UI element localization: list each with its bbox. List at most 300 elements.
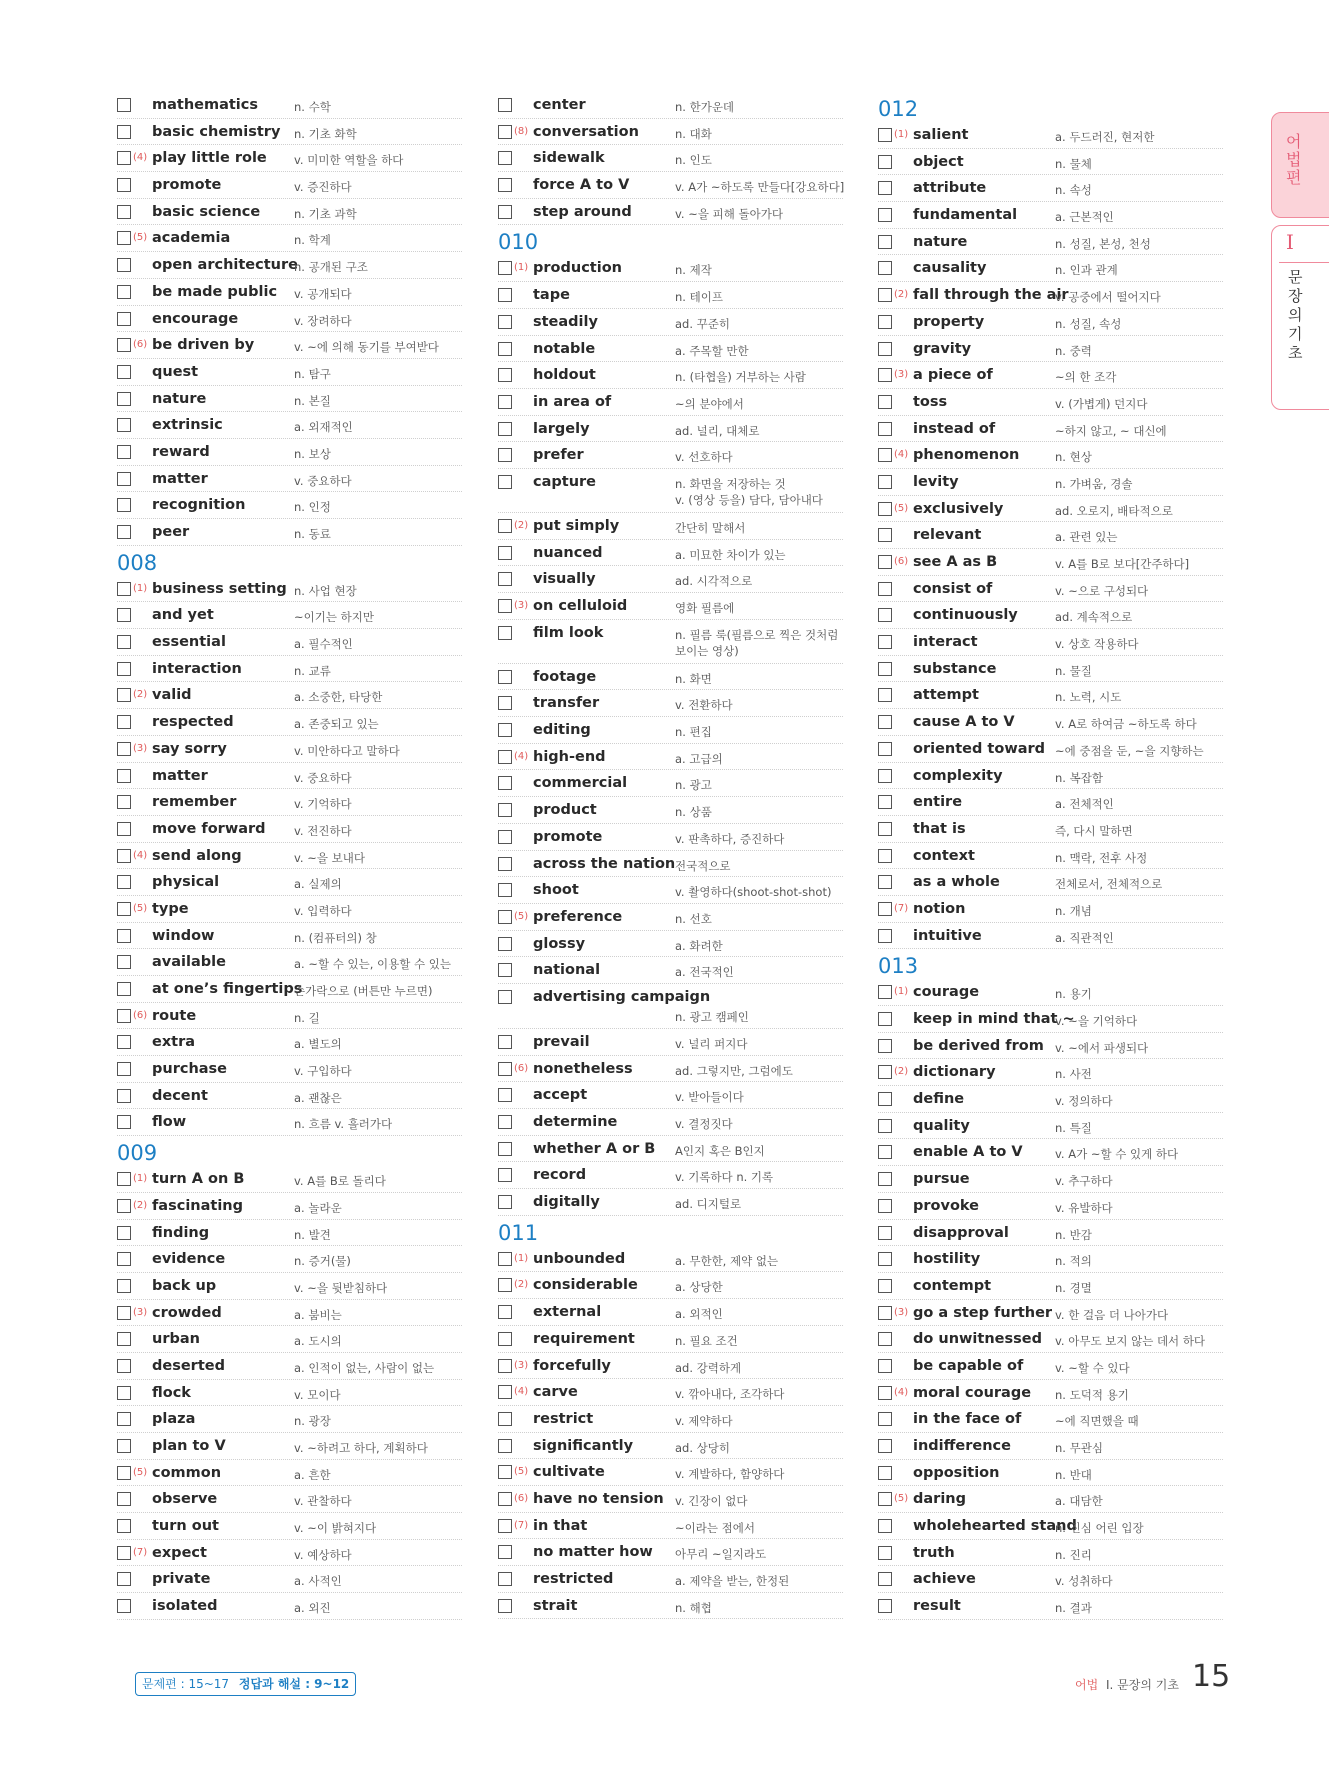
checkbox[interactable] (878, 235, 892, 249)
checkbox[interactable] (117, 688, 131, 702)
vocab-word: play little role (152, 150, 267, 167)
checkbox[interactable] (498, 519, 512, 533)
vocab-word: business setting (152, 580, 287, 597)
vocab-word: basic chemistry (152, 123, 281, 140)
vocab-word: forcefully (533, 1357, 611, 1374)
vocab-meaning: v. 한 걸음 더 나아가다 (1055, 1307, 1169, 1322)
vocab-meaning: ad. 강력하게 (675, 1360, 742, 1375)
checkbox[interactable] (878, 1492, 892, 1506)
vocab-meaning: n. 성질, 속성 (1055, 316, 1122, 331)
checkbox[interactable] (878, 342, 892, 356)
checkbox[interactable] (498, 696, 512, 710)
checkbox[interactable] (878, 1039, 892, 1053)
checkbox[interactable] (117, 312, 131, 326)
vocab-entry (498, 1136, 843, 1163)
vocab-meaning: n. 인정 (294, 500, 331, 515)
vocab-meaning: a. 고급의 (675, 751, 723, 766)
question-number: (6) (133, 339, 148, 351)
vocab-word: that is (913, 820, 966, 837)
checkbox[interactable] (878, 688, 892, 702)
checkbox[interactable] (878, 715, 892, 729)
vocab-word: be capable of (913, 1357, 1024, 1374)
vocab-entry (878, 923, 1223, 950)
vocab-meaning: v. 관찰하다 (294, 1494, 352, 1509)
checkbox[interactable] (117, 929, 131, 943)
checkbox[interactable] (498, 1115, 512, 1129)
vocab-entry (498, 593, 843, 620)
checkbox[interactable] (878, 1359, 892, 1373)
vocab-word: visually (533, 571, 596, 588)
vocab-meaning: a. 대담한 (1055, 1494, 1103, 1509)
checkbox[interactable] (878, 528, 892, 542)
checkbox[interactable] (878, 555, 892, 569)
vocab-meaning: v. 유발하다 (1055, 1200, 1113, 1215)
vocab-word: achieve (913, 1571, 976, 1588)
checkbox[interactable] (498, 670, 512, 684)
checkbox[interactable] (498, 1412, 512, 1426)
checkbox[interactable] (117, 1089, 131, 1103)
checkbox[interactable] (498, 1545, 512, 1559)
checkbox[interactable] (878, 985, 892, 999)
vocab-meaning: v. 공중에서 떨어지다 (1055, 290, 1161, 305)
checkbox[interactable] (878, 1012, 892, 1026)
checkbox[interactable] (878, 822, 892, 836)
vocab-entry (878, 1193, 1223, 1220)
question-number: (1) (894, 129, 909, 140)
checkbox[interactable] (117, 125, 131, 139)
vocab-meaning: 즉, 다시 말하면 (1055, 823, 1133, 838)
checkbox[interactable] (117, 1546, 131, 1560)
checkbox[interactable] (117, 608, 131, 622)
checkbox[interactable] (878, 395, 892, 409)
checkbox[interactable] (878, 1332, 892, 1346)
checkbox[interactable] (878, 849, 892, 863)
vocab-meaning: a. 인적이 없는, 사람이 없는 (294, 1360, 435, 1375)
footer-chapter: I. 문장의 기초 (1106, 1678, 1179, 1692)
checkbox[interactable] (117, 1572, 131, 1586)
question-number: (5) (894, 502, 909, 514)
checkbox[interactable] (498, 990, 512, 1004)
checkbox[interactable] (878, 1226, 892, 1240)
checkbox[interactable] (117, 1252, 131, 1266)
vocab-entry (117, 92, 462, 119)
vocab-word: levity (913, 473, 959, 490)
vocab-meaning: ~의 한 조각 (1055, 370, 1117, 385)
vocab-meaning: n. 도덕적 용기 (1055, 1387, 1129, 1402)
checkbox[interactable] (117, 178, 131, 192)
checkbox[interactable] (117, 525, 131, 539)
vocab-word: accept (533, 1087, 588, 1104)
vocab-word: fall through the air (913, 287, 1069, 304)
checkbox[interactable] (878, 181, 892, 195)
checkbox[interactable] (498, 723, 512, 737)
checkbox[interactable] (878, 795, 892, 809)
vocab-entry (878, 255, 1223, 282)
checkbox[interactable] (117, 822, 131, 836)
vocab-word: enable A to V (913, 1144, 1023, 1161)
vocab-entry (498, 851, 843, 878)
checkbox[interactable] (117, 795, 131, 809)
vocab-entry (498, 362, 843, 389)
checkbox[interactable] (878, 1306, 892, 1320)
vocab-word: quality (913, 1117, 970, 1134)
checkbox[interactable] (878, 1172, 892, 1186)
checkbox[interactable] (498, 750, 512, 764)
vocab-entry (498, 513, 843, 540)
checkbox[interactable] (878, 1412, 892, 1426)
vocab-meaning: n. 중력 (1055, 343, 1092, 358)
vocab-entry (117, 1109, 462, 1136)
checkbox[interactable] (878, 1572, 892, 1586)
vocab-entry (878, 1353, 1223, 1380)
question-number: (6) (514, 1062, 529, 1074)
vocab-entry (117, 386, 462, 413)
checkbox[interactable] (117, 1062, 131, 1076)
question-number: (3) (514, 600, 529, 611)
vocab-word: fundamental (913, 207, 1018, 224)
checkbox[interactable] (878, 1519, 892, 1533)
checkbox[interactable] (498, 315, 512, 329)
checkbox[interactable] (498, 125, 512, 139)
checkbox[interactable] (498, 546, 512, 560)
checkbox[interactable] (878, 1599, 892, 1613)
question-number: (4) (514, 750, 529, 762)
checkbox[interactable] (117, 338, 131, 352)
checkbox[interactable] (878, 1252, 892, 1266)
vocab-meaning: n. 물질 (1055, 663, 1092, 678)
checkbox[interactable] (117, 1599, 131, 1613)
section-number: 010 (498, 230, 539, 255)
checkbox[interactable] (117, 205, 131, 219)
vocab-entry (878, 1086, 1223, 1113)
checkbox[interactable] (878, 128, 892, 142)
checkbox[interactable] (498, 1088, 512, 1102)
vocab-meaning: a. 관련 있는 (1055, 530, 1118, 545)
vocab-word: prevail (533, 1033, 590, 1050)
checkbox[interactable] (117, 1332, 131, 1346)
checkbox[interactable] (878, 1279, 892, 1293)
checkbox[interactable] (117, 902, 131, 916)
vocab-word: physical (152, 874, 220, 891)
vocab-meaning: ad. 널리, 대체로 (675, 423, 760, 438)
vocab-entry (878, 1433, 1223, 1460)
vocab-word: center (533, 97, 586, 113)
vocab-entry (498, 145, 843, 172)
checkbox[interactable] (117, 365, 131, 379)
vocab-meaning: v. 모이다 (294, 1387, 341, 1402)
vocab-word: hostility (913, 1251, 981, 1268)
vocab-meaning: v. 긴장이 없다 (675, 1493, 748, 1508)
checkbox[interactable] (878, 475, 892, 489)
vocab-word: exclusively (913, 500, 1004, 517)
vocab-meaning: a. 두드러진, 현저한 (1055, 130, 1155, 144)
vocab-meaning: v. 촬영하다(shoot-shot-shot) (675, 885, 832, 900)
checkbox[interactable] (498, 830, 512, 844)
checkbox[interactable] (117, 1199, 131, 1213)
checkbox[interactable] (117, 1519, 131, 1533)
vocab-word: fascinating (152, 1197, 244, 1214)
checkbox[interactable] (117, 392, 131, 406)
vocab-meaning: v. 판촉하다, 증진하다 (675, 831, 785, 846)
checkbox[interactable] (498, 395, 512, 409)
vocab-entry (117, 252, 462, 279)
checkbox[interactable] (498, 572, 512, 586)
checkbox[interactable] (498, 599, 512, 613)
checkbox[interactable] (878, 929, 892, 943)
checkbox[interactable] (878, 368, 892, 382)
checkbox[interactable] (498, 1062, 512, 1076)
vocab-column-2 (498, 92, 843, 1619)
checkbox[interactable] (498, 261, 512, 275)
checkbox[interactable] (117, 1035, 131, 1049)
vocab-word: and yet (152, 607, 214, 624)
checkbox[interactable] (117, 472, 131, 486)
checkbox[interactable] (498, 776, 512, 790)
vocab-entry (498, 1486, 843, 1513)
checkbox[interactable] (117, 98, 131, 112)
checkbox[interactable] (498, 422, 512, 436)
checkbox[interactable] (878, 875, 892, 889)
checkbox[interactable] (498, 205, 512, 219)
vocab-meaning: n. 길 (294, 1010, 320, 1025)
checkbox[interactable] (117, 662, 131, 676)
checkbox[interactable] (498, 475, 512, 489)
checkbox[interactable] (498, 1385, 512, 1399)
checkbox[interactable] (498, 803, 512, 817)
checkbox[interactable] (498, 626, 512, 640)
checkbox[interactable] (878, 208, 892, 222)
question-number: (7) (894, 902, 909, 914)
vocab-word: keep in mind that ~ (913, 1011, 1075, 1027)
vocab-word: high-end (533, 748, 606, 765)
vocab-entry (878, 656, 1223, 683)
vocab-meaning: 전체로서, 전체적으로 (1055, 877, 1163, 892)
checkbox[interactable] (498, 178, 512, 192)
checkbox[interactable] (878, 1439, 892, 1453)
question-number: (2) (514, 519, 529, 531)
vocab-word: restrict (533, 1410, 594, 1427)
checkbox[interactable] (117, 1466, 131, 1480)
checkbox[interactable] (498, 151, 512, 165)
vocab-word: glossy (533, 935, 586, 952)
checkbox[interactable] (878, 448, 892, 462)
checkbox[interactable] (117, 1439, 131, 1453)
checkbox[interactable] (117, 1386, 131, 1400)
vocab-meaning: n. 탐구 (294, 366, 331, 381)
checkbox[interactable] (498, 368, 512, 382)
vocab-meaning: a. 전국적인 (675, 965, 734, 980)
vocab-word: in that (533, 1517, 588, 1534)
checkbox[interactable] (878, 742, 892, 756)
checkbox[interactable] (117, 635, 131, 649)
checkbox[interactable] (117, 849, 131, 863)
checkbox[interactable] (878, 1145, 892, 1159)
vocab-entry (117, 225, 462, 252)
vocab-meaning: n. 기초 화학 (294, 126, 357, 141)
checkbox[interactable] (498, 1195, 512, 1209)
vocab-meaning: v. A가 ~하도록 만들다[강요하다] (675, 180, 845, 195)
vocab-meaning: a. 외적인 (675, 1307, 723, 1322)
vocab-meaning: v. 기억하다 (294, 797, 352, 812)
section-number: 012 (878, 97, 919, 121)
checkbox[interactable] (878, 608, 892, 622)
vocab-meaning: a. 붐비는 (294, 1307, 342, 1322)
checkbox[interactable] (878, 582, 892, 596)
vocab-meaning: n. 흐름 v. 흘러가다 (294, 1117, 393, 1132)
grammar-tab-label: 어법편 (1286, 132, 1302, 187)
checkbox[interactable] (117, 1009, 131, 1023)
checkbox[interactable] (117, 1115, 131, 1129)
checkbox[interactable] (498, 1142, 512, 1156)
checkbox[interactable] (878, 635, 892, 649)
checkbox[interactable] (498, 1572, 512, 1586)
checkbox[interactable] (498, 1599, 512, 1613)
checkbox[interactable] (498, 288, 512, 302)
checkbox[interactable] (117, 1492, 131, 1506)
checkbox[interactable] (498, 1332, 512, 1346)
vocab-entry (117, 1083, 462, 1110)
checkbox[interactable] (117, 769, 131, 783)
chapter-title: 문장의 기초 (1288, 268, 1303, 362)
checkbox[interactable] (117, 1359, 131, 1373)
vocab-meaning: v. (가볍게) 던지다 (1055, 396, 1148, 411)
vocab-word: as a whole (913, 874, 1000, 891)
vocab-word: footage (533, 668, 597, 685)
vocab-meaning: a. 주목할 만한 (675, 343, 749, 358)
question-number: (5) (514, 1466, 529, 1478)
checkbox[interactable] (498, 1519, 512, 1533)
vocab-entry (878, 336, 1223, 363)
checkbox[interactable] (498, 1168, 512, 1182)
grammar-tab[interactable] (1271, 112, 1329, 218)
vocab-entry (498, 957, 843, 984)
checkbox[interactable] (498, 1278, 512, 1292)
chapter-tab[interactable] (1271, 225, 1329, 410)
vocab-entry (878, 1300, 1223, 1327)
checkbox[interactable] (878, 288, 892, 302)
checkbox[interactable] (878, 1546, 892, 1560)
vocab-entry (117, 896, 462, 923)
vocab-meaning: v. ~을 피해 돌아가다 (675, 206, 783, 221)
vocab-word: academia (152, 230, 231, 247)
checkbox[interactable] (498, 963, 512, 977)
checkbox[interactable] (117, 285, 131, 299)
checkbox[interactable] (117, 955, 131, 969)
checkbox[interactable] (878, 902, 892, 916)
checkbox[interactable] (498, 883, 512, 897)
vocab-meaning: v. 계발하다, 함양하다 (675, 1467, 785, 1482)
vocab-word: common (152, 1464, 222, 1481)
vocab-meaning: 영화 필름에 (675, 601, 735, 615)
checkbox[interactable] (878, 315, 892, 329)
vocab-word: basic science (152, 203, 261, 220)
vocab-meaning: n. 동료 (294, 527, 331, 541)
vocab-word: be driven by (152, 337, 255, 354)
checkbox[interactable] (878, 155, 892, 169)
vocab-meaning: ~에 직면했을 때 (1055, 1414, 1139, 1429)
checkbox[interactable] (498, 1359, 512, 1373)
vocab-meaning: a. 소중한, 타당한 (294, 690, 383, 705)
vocab-meaning: a. 상당한 (675, 1280, 723, 1295)
checkbox[interactable] (117, 498, 131, 512)
vocab-meaning: v. ~하려고 하다, 계획하다 (294, 1441, 428, 1455)
checkbox[interactable] (498, 1492, 512, 1506)
vocab-word: cultivate (533, 1464, 605, 1481)
vocab-word: attribute (913, 180, 987, 197)
checkbox[interactable] (878, 662, 892, 676)
checkbox[interactable] (117, 1172, 131, 1186)
checkbox[interactable] (117, 1279, 131, 1293)
checkbox[interactable] (498, 937, 512, 951)
checkbox[interactable] (117, 1226, 131, 1240)
checkbox[interactable] (878, 769, 892, 783)
vocab-word: observe (152, 1491, 218, 1508)
checkbox[interactable] (878, 1386, 892, 1400)
vocab-word: in area of (533, 393, 612, 410)
question-number: (2) (133, 689, 148, 701)
checkbox[interactable] (117, 445, 131, 459)
checkbox[interactable] (117, 151, 131, 165)
checkbox[interactable] (498, 1439, 512, 1453)
checkbox[interactable] (498, 1465, 512, 1479)
checkbox[interactable] (498, 1035, 512, 1049)
checkbox[interactable] (878, 1119, 892, 1133)
checkbox[interactable] (878, 1092, 892, 1106)
vocab-entry (498, 309, 843, 336)
vocab-word: truth (913, 1544, 955, 1561)
checkbox[interactable] (117, 875, 131, 889)
vocab-entry (878, 1139, 1223, 1166)
checkbox[interactable] (117, 258, 131, 272)
checkbox[interactable] (498, 1305, 512, 1319)
vocab-word: carve (533, 1384, 578, 1401)
checkbox[interactable] (878, 1466, 892, 1480)
checkbox[interactable] (117, 715, 131, 729)
checkbox[interactable] (117, 742, 131, 756)
checkbox[interactable] (498, 1252, 512, 1266)
vocab-meaning: n. 복잡함 (1055, 770, 1103, 785)
tab-divider (1279, 262, 1329, 263)
vocab-meaning: a. 별도의 (294, 1037, 342, 1052)
vocab-meaning: n. 노력, 시도 (1055, 690, 1122, 705)
checkbox[interactable] (117, 1306, 131, 1320)
checkbox[interactable] (498, 857, 512, 871)
checkbox[interactable] (878, 502, 892, 516)
checkbox[interactable] (498, 342, 512, 356)
vocab-word: purchase (152, 1061, 228, 1078)
vocab-entry (117, 949, 462, 976)
vocab-entry (117, 1056, 462, 1083)
checkbox[interactable] (117, 231, 131, 245)
vocab-meaning: a. 도시의 (294, 1334, 342, 1349)
checkbox[interactable] (498, 98, 512, 112)
checkbox[interactable] (878, 422, 892, 436)
checkbox[interactable] (878, 1065, 892, 1079)
checkbox[interactable] (117, 582, 131, 596)
checkbox[interactable] (117, 418, 131, 432)
vocab-word: tape (533, 287, 570, 304)
checkbox[interactable] (878, 261, 892, 275)
vocab-word: flock (152, 1384, 191, 1401)
checkbox[interactable] (117, 982, 131, 996)
checkbox[interactable] (117, 1412, 131, 1426)
vocab-word: essential (152, 634, 226, 651)
vocab-entry (117, 869, 462, 896)
checkbox[interactable] (878, 1199, 892, 1213)
checkbox[interactable] (498, 448, 512, 462)
vocab-word: notion (913, 900, 966, 917)
checkbox[interactable] (498, 910, 512, 924)
